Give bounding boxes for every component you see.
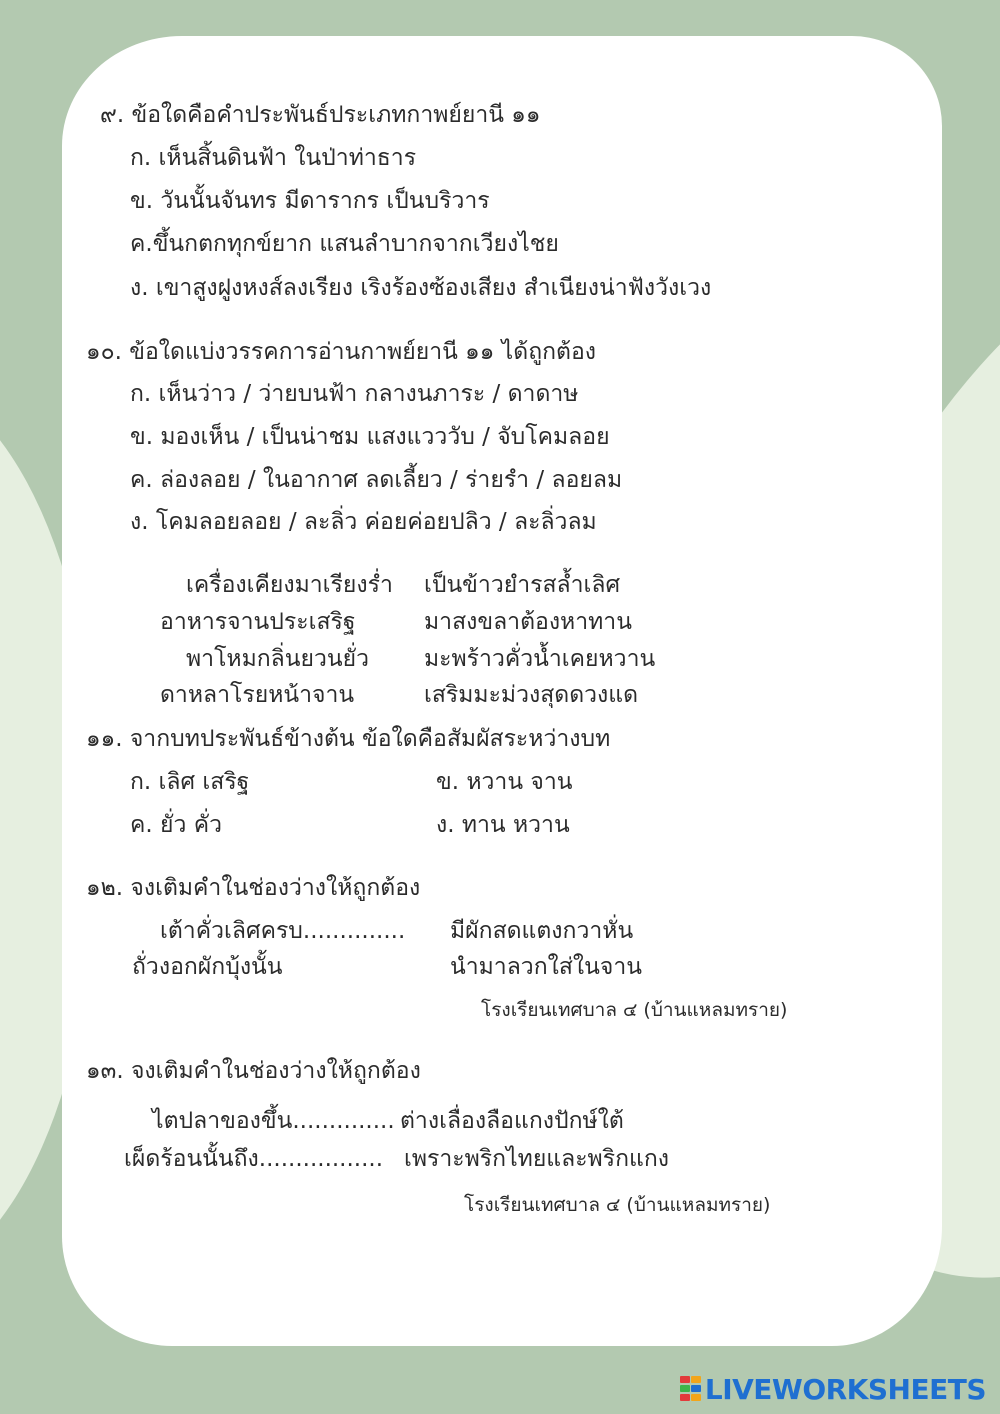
poem-line-2a: อาหารจานประเสริฐ — [160, 609, 356, 635]
poem-line-1b: เป็นข้าวยำรสล้ำเลิศ — [424, 572, 621, 598]
q13-line-1b: ต่างเลื่องลือแกงปักษ์ใต้ — [400, 1108, 624, 1134]
q12-credit: โรงเรียนเทศบาล ๔ (บ้านแหลมทราย) — [481, 999, 788, 1021]
q12-line-2a: ถั่วงอกผักบุ้งนั้น — [132, 954, 283, 980]
question-12: ๑๒. จงเติมคำในช่องว่างให้ถูกต้อง — [86, 875, 421, 901]
q11-choice-b: ข. หวาน จาน — [436, 769, 573, 795]
poem-line-2b: มาสงขลาต้องหาทาน — [424, 609, 632, 635]
poem-line-1a: เครื่องเคียงมาเรียงร่ำ — [186, 572, 393, 598]
q13-line-1a: ไตปลาของขึ้น.............. — [152, 1108, 395, 1134]
q9-choice-b: ข. วันนั้นจันทร มีดารากร เป็นบริวาร — [130, 188, 490, 214]
q10-choice-b: ข. มองเห็น / เป็นน่าชม แสงแวววับ / จับโคมลอย — [130, 424, 610, 450]
q12-line-1b: มีผักสดแตงกวาหั่น — [450, 918, 634, 944]
q9-choice-a: ก. เห็นสิ้นดินฟ้า ในป่าท่าธาร — [130, 145, 417, 171]
question-9: ๙. ข้อใดคือคำประพันธ์ประเภทกาพย์ยานี ๑๑ — [100, 102, 541, 128]
q13-credit: โรงเรียนเทศบาล ๔ (บ้านแหลมทราย) — [464, 1194, 771, 1216]
q13-line-2a: เผ็ดร้อนนั้นถึง................. — [124, 1146, 384, 1172]
q9-choice-c: ค.ขึ้นกตกทุกข์ยาก แสนลำบากจากเวียงไชย — [130, 231, 559, 257]
q9-choice-d: ง. เขาสูงฝูงหงส์ลงเรียง เริงร้องซ้องเสียง สำเนียงน่าฟังวังเวง — [130, 275, 712, 301]
question-11: ๑๑. จากบทประพันธ์ข้างต้น ข้อใดคือสัมผัสระหว่างบท — [86, 726, 611, 752]
q12-line-1a: เต้าคั่วเลิศครบ.............. — [160, 918, 406, 944]
question-10: ๑๐. ข้อใดแบ่งวรรคการอ่านกาพย์ยานี ๑๑ ได้ถูกต้อง — [86, 339, 597, 365]
poem-line-4b: เสริมมะม่วงสุดดวงแด — [424, 682, 639, 708]
liveworksheets-logo — [680, 1372, 986, 1406]
q11-choice-c: ค. ยั่ว คั่ว — [130, 812, 223, 838]
liveworksheets-logo-icon — [680, 1376, 702, 1402]
poem-line-3b: มะพร้าวคั่วน้ำเคยหวาน — [424, 646, 656, 672]
q12-line-2b: นำมาลวกใส่ในจาน — [450, 954, 642, 980]
q10-choice-c: ค. ล่องลอย / ในอากาศ ลดเลี้ยว / ร่ายรำ / ลอยลม — [130, 467, 623, 493]
q10-choice-a: ก. เห็นว่าว / ว่ายบนฟ้า กลางนภาระ / ดาดาษ — [130, 381, 579, 407]
q10-choice-d: ง. โคมลอยลอย / ละลิ่ว ค่อยค่อยปลิว / ละลิ่วลม — [130, 509, 597, 535]
question-13: ๑๓. จงเติมคำในช่องว่างให้ถูกต้อง — [86, 1058, 421, 1084]
poem-line-4a: ดาหลาโรยหน้าจาน — [160, 682, 355, 708]
q11-choice-a: ก. เลิศ เสริฐ — [130, 769, 250, 795]
q13-line-2b: เพราะพริกไทยและพริกแกง — [404, 1146, 669, 1172]
poem-line-3a: พาโหมกลิ่นยวนยั่ว — [186, 646, 370, 672]
liveworksheets-logo-text: LIVEWORKSHEETS — [704, 1372, 986, 1406]
q11-choice-d: ง. ทาน หวาน — [436, 812, 570, 838]
